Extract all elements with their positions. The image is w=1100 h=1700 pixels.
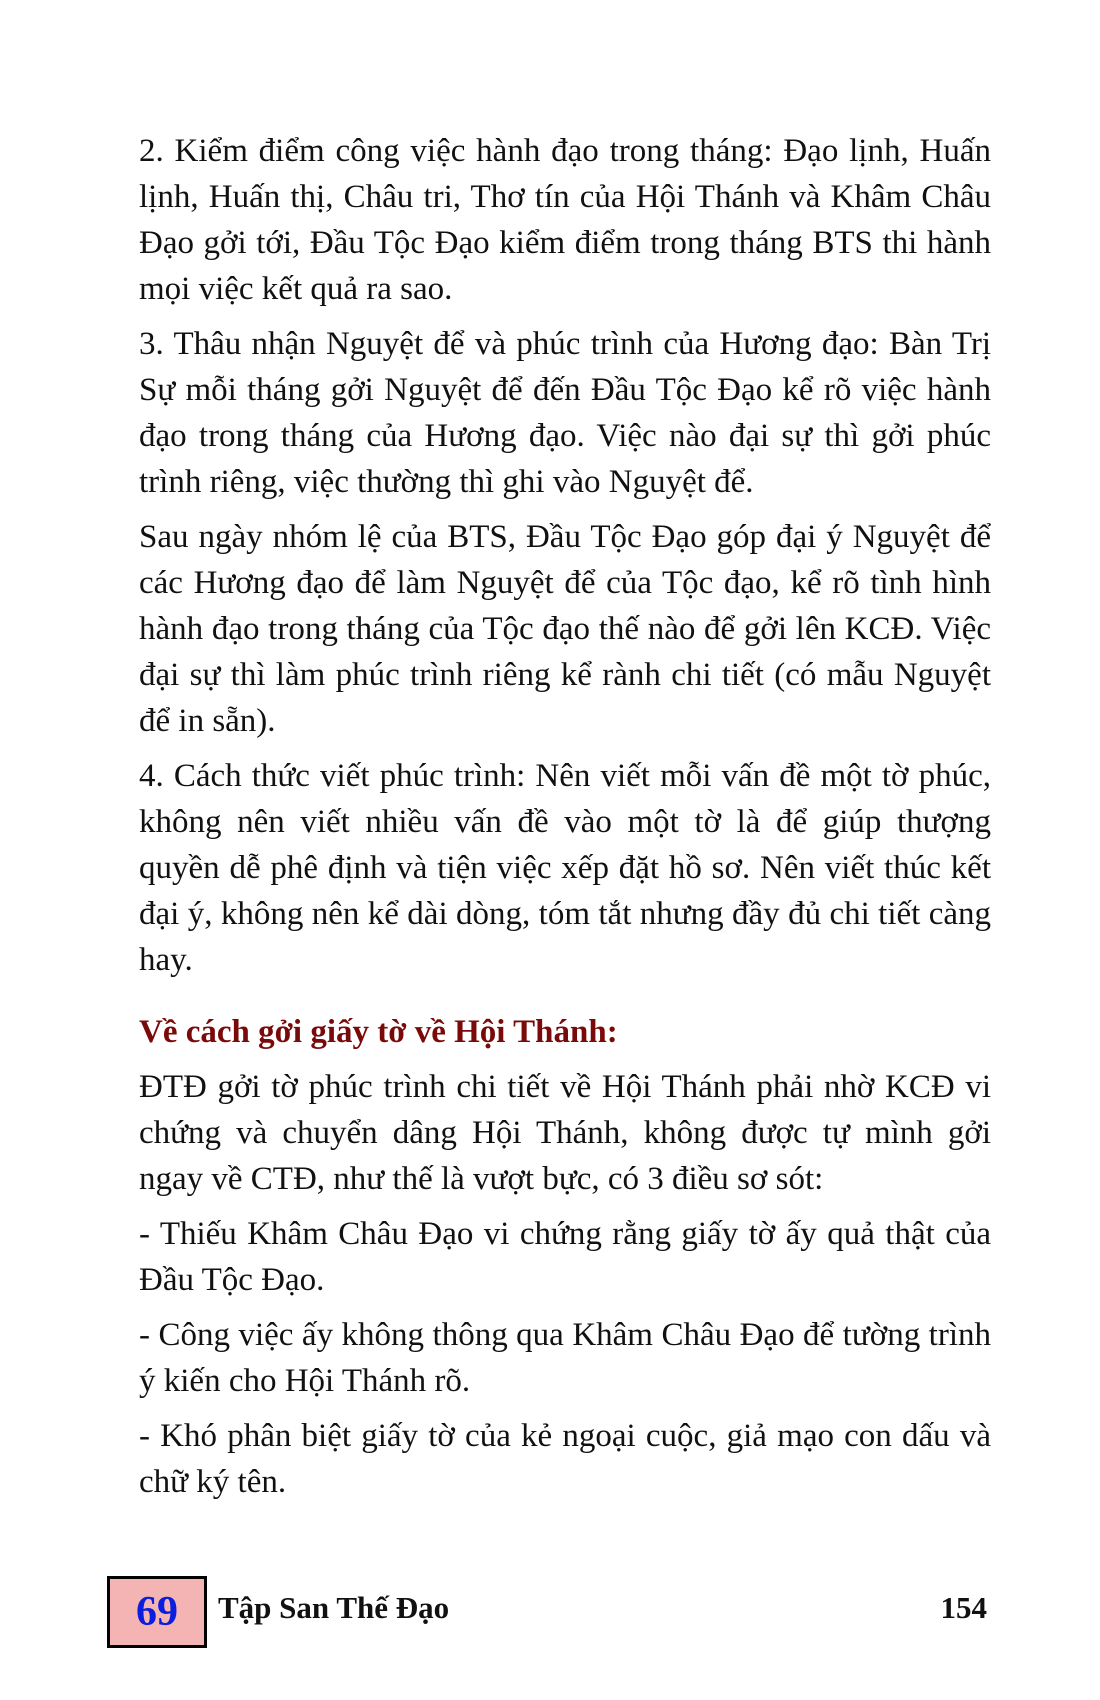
list-item: - Công việc ấy không thông qua Khâm Châu Đạo để tường trình ý kiến cho Hội Thánh rõ. [139,1317,991,1399]
paragraph: 2. Kiểm điểm công việc hành đạo trong tháng: Đạo lịnh, Huấn lịnh, Huấn thị, Châu tri, Thơ tín của Hội Thánh và Khâm Châu Đạo gởi tới, Đầu Tộc Đạo kiểm điểm trong tháng BTS thi hành mọi việc kết quả ra sao. [139,133,991,307]
magazine-title: Tập San Thế Đạo [218,1590,450,1625]
page-footer [107,1576,987,1648]
paragraph: 3. Thâu nhận Nguyệt để và phúc trình của Hương đạo: Bàn Trị Sự mỗi tháng gởi Nguyệt để đến Đầu Tộc Đạo kể rõ việc hành đạo trong tháng của Hương đạo. Việc nào đại sự thì gởi phúc trình riêng, việc thường thì ghi vào Nguyệt để. [139,326,991,500]
page-content [139,128,991,1514]
paragraph: ĐTĐ gởi tờ phúc trình chi tiết về Hội Thánh phải nhờ KCĐ vi chứng và chuyển dâng Hội Thánh, không được tự mình gởi ngay về CTĐ, như thế là vượt bực, có 3 điều sơ sót: [139,1069,991,1197]
issue-number-box: 69 [107,1576,207,1648]
list-item: - Khó phân biệt giấy tờ của kẻ ngoại cuộc, giả mạo con dấu và chữ ký tên. [139,1418,991,1500]
paragraph: 4. Cách thức viết phúc trình: Nên viết mỗi vấn đề một tờ phúc, không nên viết nhiều vấn đề vào một tờ là để giúp thượng quyền dễ phê định và tiện việc xếp đặt hồ sơ. Nên viết thúc kết đại ý, không nên kể dài dòng, tóm tắt nhưng đầy đủ chi tiết càng hay. [139,758,991,978]
list-item: - Thiếu Khâm Châu Đạo vi chứng rằng giấy tờ ấy quả thật của Đầu Tộc Đạo. [139,1216,991,1298]
paragraph: Sau ngày nhóm lệ của BTS, Đầu Tộc Đạo góp đại ý Nguyệt để các Hương đạo để làm Nguyệt để của Tộc đạo, kể rõ tình hình hành đạo trong tháng của Tộc đạo thế nào để gởi lên KCĐ. Việc đại sự thì làm phúc trình riêng kể rành chi tiết (có mẫu Nguyệt để in sẵn). [139,519,991,739]
section-heading: Về cách gởi giấy tờ về Hội Thánh: [139,1014,618,1050]
page-number: 154 [940,1590,987,1625]
